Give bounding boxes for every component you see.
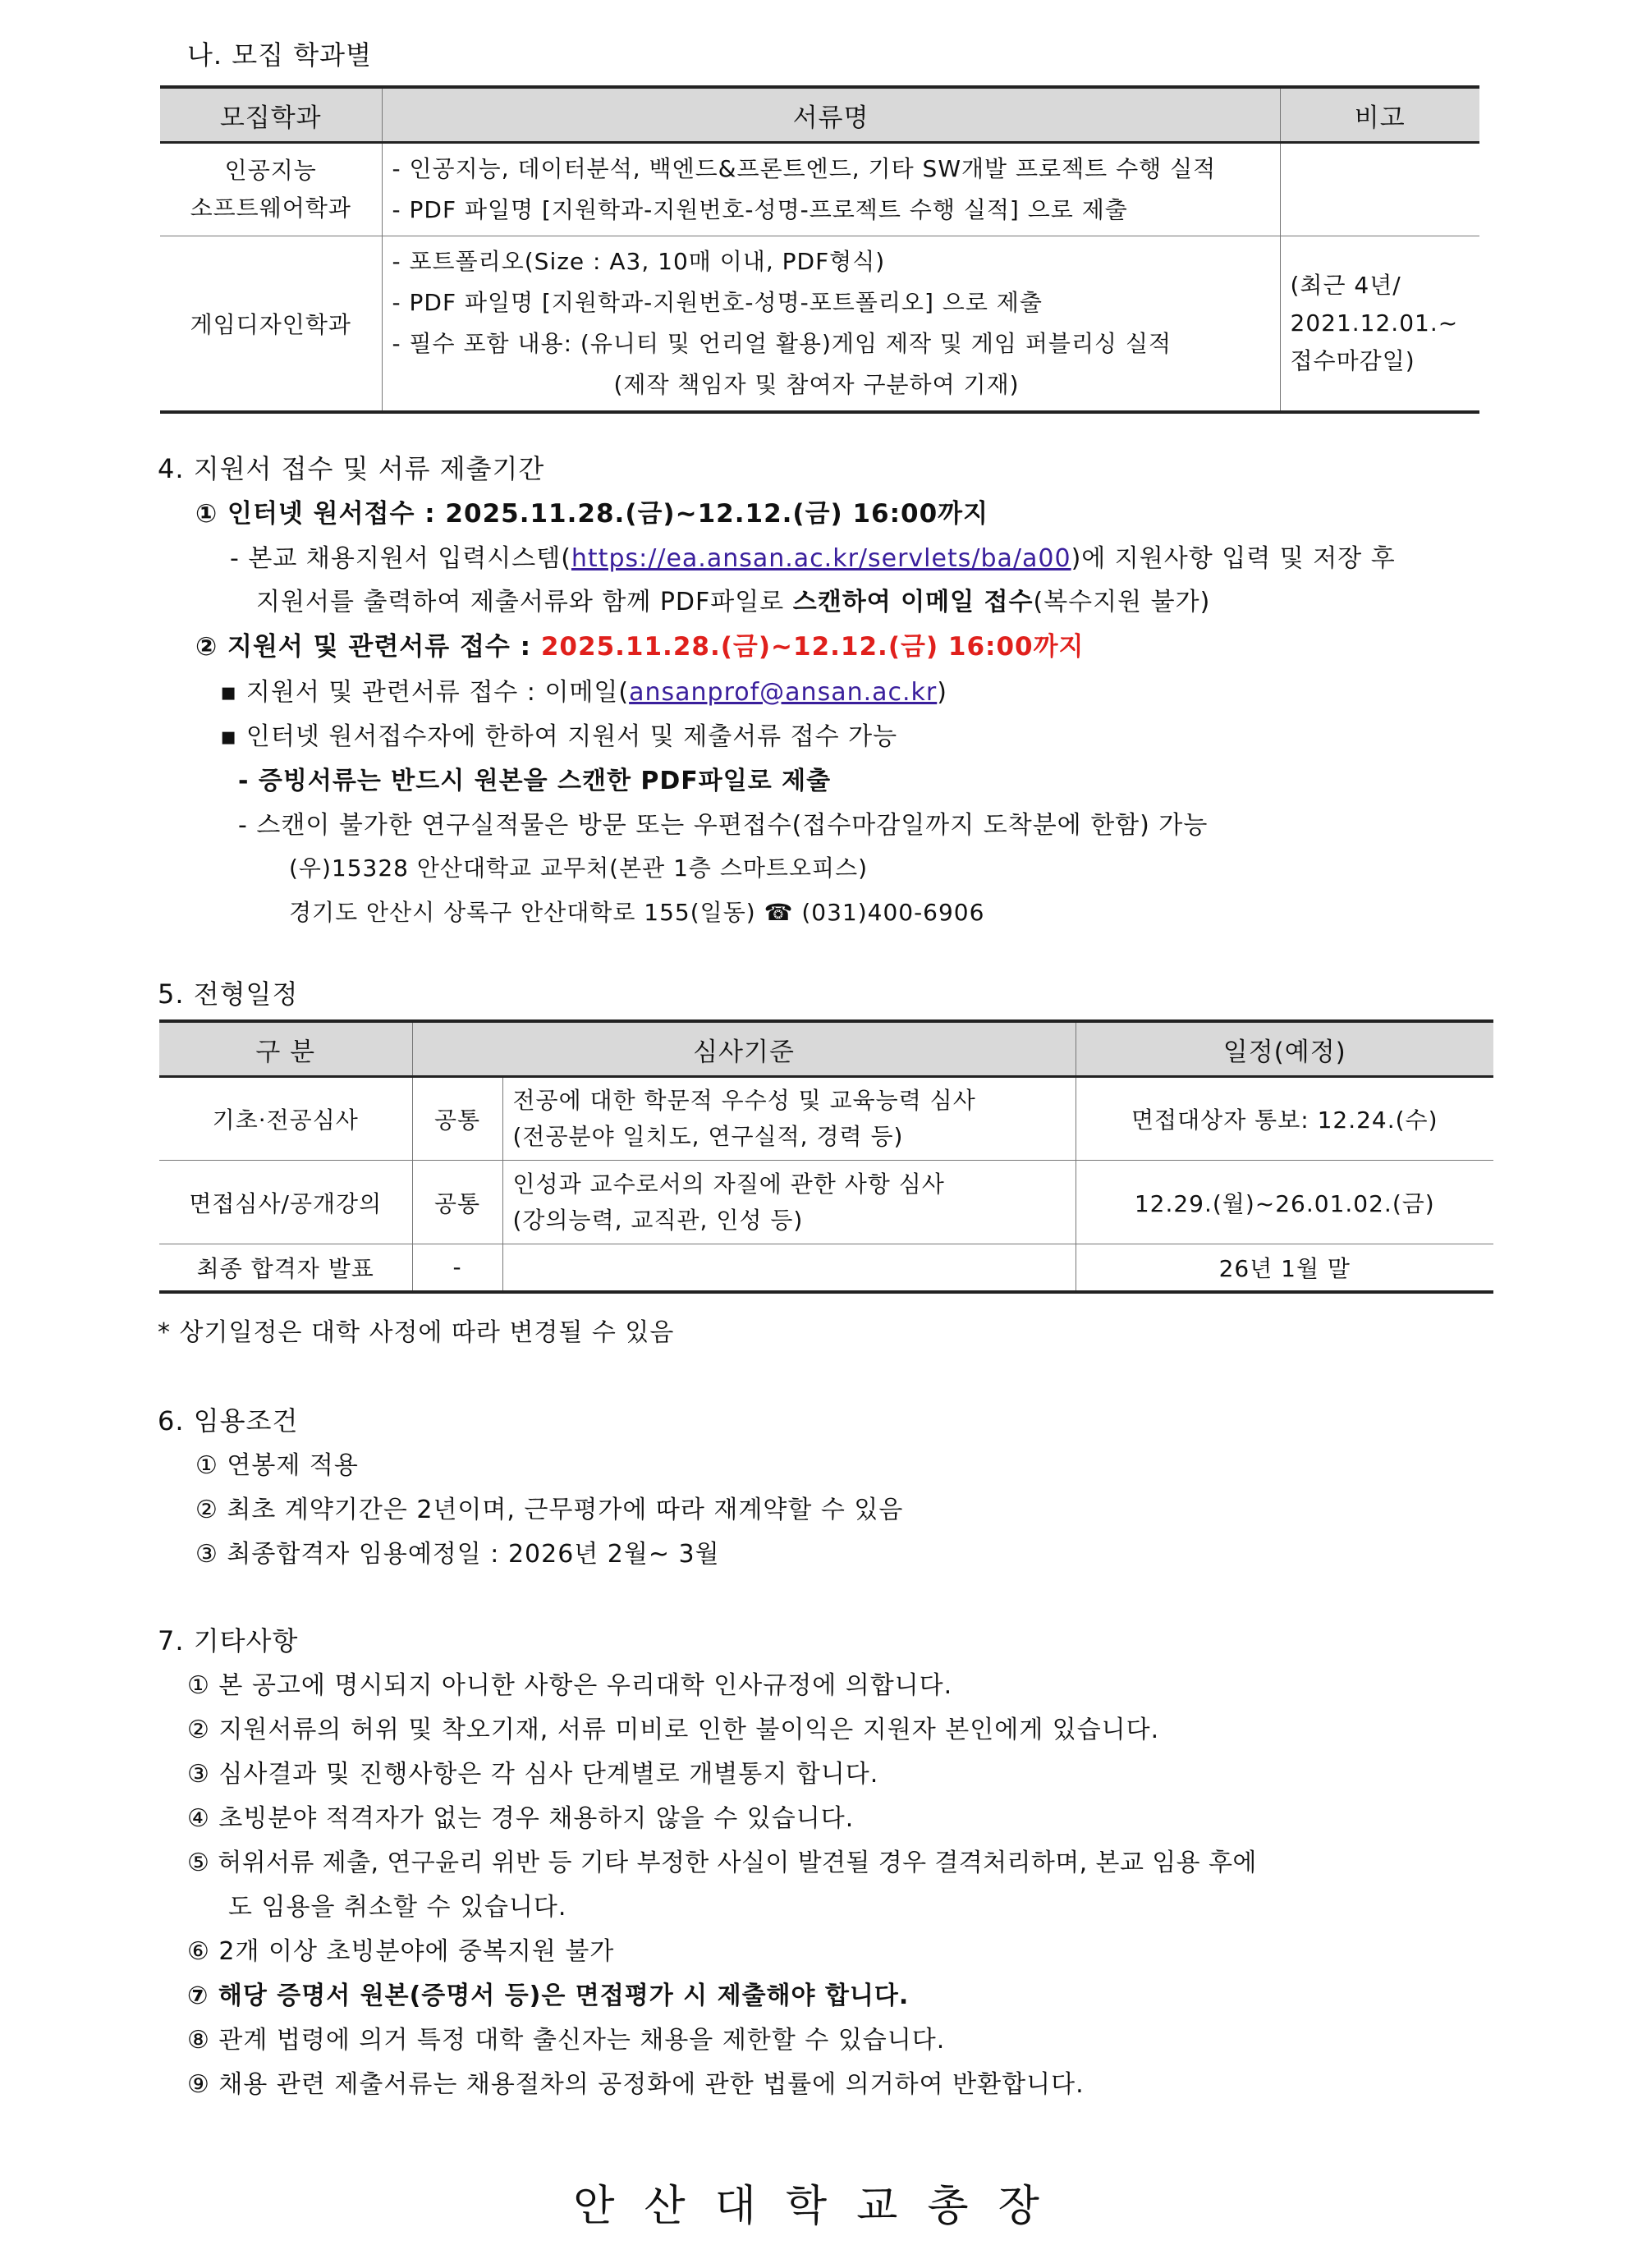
schedule-table xyxy=(159,1019,1493,1294)
schedule-cell: 면접대상자 통보: 12.24.(수) xyxy=(1076,1077,1493,1161)
type-cell: 공통 xyxy=(412,1161,502,1244)
section7-item-2: ② 지원서류의 허위 및 착오기재, 서류 미비로 인한 불이익은 지원자 본인에게 있습니다. xyxy=(187,1716,1160,1744)
schedule-header-schedule: 일정(예정) xyxy=(1076,1021,1493,1077)
email-link[interactable]: ansanprof@ansan.ac.kr xyxy=(629,678,938,707)
section4-bullet2: ▪ 인터넷 원서접수자에 한하여 지원서 및 제출서류 접수 가능 xyxy=(220,722,898,751)
section4-heading: 4. 지원서 접수 및 서류 제출기간 xyxy=(158,453,545,484)
section5-heading: 5. 전형일정 xyxy=(158,978,299,1010)
criteria-cell xyxy=(502,1244,1076,1292)
section4-dash1: - 증빙서류는 반드시 원본을 스캔한 PDF파일로 제출 xyxy=(238,767,832,795)
section7-heading: 7. 기타사항 xyxy=(158,1625,299,1656)
section4-address2: 경기도 안산시 상록구 안산대학로 155(일동) ☎ (031)400-6906 xyxy=(289,899,985,926)
section7-item-6: ⑥ 2개 이상 초빙분야에 중복지원 불가 xyxy=(187,1937,615,1966)
section7-item-9: ⑨ 채용 관련 제출서류는 채용절차의 공정화에 관한 법률에 의거하여 반환합니다. xyxy=(187,2070,1085,2099)
table-row xyxy=(159,1077,1493,1161)
section7-item-8: ⑧ 관계 법령에 의거 특정 대학 출신자는 채용을 제한할 수 있습니다. xyxy=(187,2026,946,2055)
criteria-cell: 인성과 교수로서의 자질에 관한 사항 심사 (강의능력, 교직관, 인성 등) xyxy=(502,1161,1076,1244)
table-row xyxy=(160,143,1479,236)
table-row xyxy=(160,236,1479,413)
stage-cell: 기초·전공심사 xyxy=(159,1077,412,1161)
section6-item-2: ② 최초 계약기간은 2년이며, 근무평가에 따라 재계약할 수 있음 xyxy=(195,1496,904,1524)
schedule-cell: 26년 1월 말 xyxy=(1076,1244,1493,1292)
schedule-header-stage: 구 분 xyxy=(159,1021,412,1077)
section4-item1: ① 인터넷 원서접수 : 2025.11.28.(금)~12.12.(금) 16:00까지 xyxy=(195,499,989,529)
note-cell: (최근 4년/ 2021.12.01.~ 접수마감일) xyxy=(1280,236,1479,413)
table-row xyxy=(159,1161,1493,1244)
president-signature: 안산대학교총장 xyxy=(573,2182,1069,2231)
type-cell: 공통 xyxy=(412,1077,502,1161)
section6-heading: 6. 임용조건 xyxy=(158,1405,299,1436)
section6-item-3: ③ 최종합격자 임용예정일 : 2026년 2월~ 3월 xyxy=(195,1540,720,1569)
section4-item1-detail: - 본교 채용지원서 입력시스템(https://ea.ansan.ac.kr/servlets/ba/a00)에 지원사항 입력 및 저장 후 xyxy=(230,544,1396,573)
section6-item-1: ① 연봉제 적용 xyxy=(195,1451,359,1480)
docs-cell: - 인공지능, 데이터분석, 백엔드&프론트엔드, 기타 SW개발 프로젝트 수행 실적 - PDF 파일명 [지원학과-지원번호-성명-프로젝트 수행 실적] 으로 제출 xyxy=(382,143,1280,236)
section4-dash2: - 스캔이 불가한 연구실적물은 방문 또는 우편접수(접수마감일까지 도착분에 한함) 가능 xyxy=(238,811,1209,840)
section7-item-1: ① 본 공고에 명시되지 아니한 사항은 우리대학 인사규정에 의합니다. xyxy=(187,1671,953,1700)
section4-item1-detail-2: 지원서를 출력하여 제출서류와 함께 PDF파일로 스캔하여 이메일 접수(복수지원 불가) xyxy=(256,588,1211,616)
dept-table-header-dept: 모집학과 xyxy=(160,87,382,143)
dept-table-header-note: 비고 xyxy=(1280,87,1479,143)
criteria-cell: 전공에 대한 학문적 우수성 및 교육능력 심사 (전공분야 일치도, 연구실적, 경력 등) xyxy=(502,1077,1076,1161)
section7-item-7: ⑦ 해당 증명서 원본(증명서 등)은 면접평가 시 제출해야 합니다. xyxy=(187,1982,910,2010)
dept-cell: 인공지능 소프트웨어학과 xyxy=(160,143,382,236)
application-system-link[interactable]: https://ea.ansan.ac.kr/servlets/ba/a00 xyxy=(571,544,1071,573)
schedule-note: * 상기일정은 대학 사정에 따라 변경될 수 있음 xyxy=(158,1318,675,1347)
schedule-header-criteria: 심사기준 xyxy=(412,1021,1076,1077)
section7-item-5: ⑤ 허위서류 제출, 연구윤리 위반 등 기타 부정한 사실이 발견될 경우 결격처리하며, 본교 임용 후에 xyxy=(187,1849,1257,1877)
table-row xyxy=(159,1244,1493,1292)
docs-cell: - 포트폴리오(Size : A3, 10매 이내, PDF형식) - PDF 파일명 [지원학과-지원번호-성명-포트폴리오] 으로 제출 - 필수 포함 내용: (유니티 및 언리얼 활용)게임 제작 및 게임 퍼블리싱 실적 (제작 책임자 및 참여자 구분하여 기재) xyxy=(382,236,1280,413)
section4-bullet1: ▪ 지원서 및 관련서류 접수 : 이메일(ansanprof@ansan.ac.kr) xyxy=(220,678,947,707)
section7-item-3: ③ 심사결과 및 진행사항은 각 심사 단계별로 개별통지 합니다. xyxy=(187,1760,879,1789)
dept-table-header-docs: 서류명 xyxy=(382,87,1280,143)
stage-cell: 최종 합격자 발표 xyxy=(159,1244,412,1292)
dept-table xyxy=(160,85,1479,414)
submission-period: 2025.11.28.(금)~12.12.(금) 16:00까지 xyxy=(540,632,1085,662)
stage-cell: 면접심사/공개강의 xyxy=(159,1161,412,1244)
note-cell xyxy=(1280,143,1479,236)
section7-item-4: ④ 초빙분야 적격자가 없는 경우 채용하지 않을 수 있습니다. xyxy=(187,1804,855,1833)
schedule-cell: 12.29.(월)~26.01.02.(금) xyxy=(1076,1161,1493,1244)
type-cell: - xyxy=(412,1244,502,1292)
section4-address1: (우)15328 안산대학교 교무처(본관 1층 스마트오피스) xyxy=(289,855,869,882)
section4-item2: ② 지원서 및 관련서류 접수 : 2025.11.28.(금)~12.12.(금) 16:00까지 xyxy=(195,632,1085,662)
dept-cell: 게임디자인학과 xyxy=(160,236,382,413)
section-na-heading: 나. 모집 학과별 xyxy=(187,39,372,71)
section7-item-5-cont: 도 임용을 취소할 수 있습니다. xyxy=(228,1893,567,1922)
